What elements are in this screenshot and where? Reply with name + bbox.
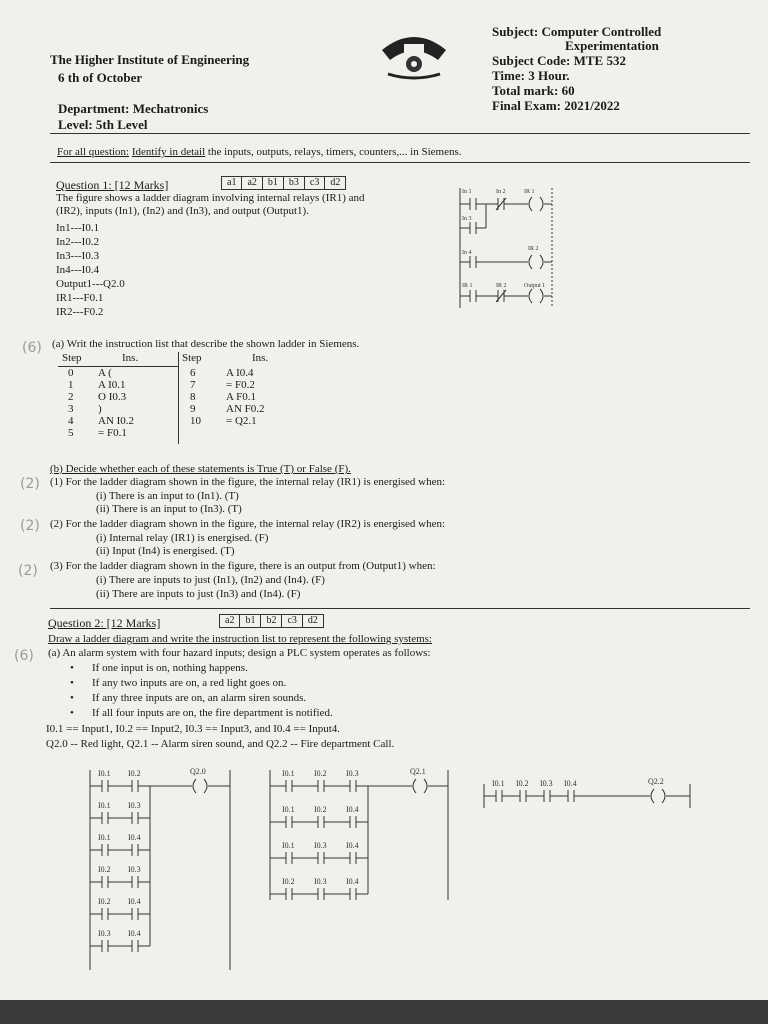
svg-text:In 1: In 1	[462, 189, 472, 195]
table-divider	[178, 352, 179, 444]
ladder-2-rung-1-contact-3-label: I0.3	[346, 769, 359, 778]
margin-mark-1: (6)	[22, 340, 42, 356]
ladder-3-rung-1-contact-4-label: I0.4	[564, 779, 577, 788]
ladder-2-rung-1-contact-2-label: I0.2	[314, 769, 327, 778]
q1-part-a: (a) Writ the instruction list that describe the shown ladder in Siemens.	[52, 338, 360, 350]
ladder-1-rung-6-contact-2-label: I0.4	[128, 929, 141, 938]
svg-text:IR 1: IR 1	[524, 189, 535, 195]
col-step-left: Step	[62, 352, 82, 364]
ladder-2-rung-2-contact-3-label: I0.4	[346, 805, 359, 814]
q1-part-b: (b) Decide whether each of these statements is True (T) or False (F).	[50, 463, 351, 475]
q2-outcome-tags: a2 b1 b2 c3 d2	[220, 614, 324, 628]
q1-outcome-tags: a1 a2 b1 b3 c3 d2	[222, 176, 346, 190]
col-step-right: Step	[182, 352, 202, 364]
margin-mark-3: (2)	[20, 518, 40, 534]
exam-time: Time: 3 Hour.	[492, 68, 570, 83]
q2-title: Question 2: [12 Marks]	[48, 616, 161, 630]
ladder-1-rung-3-contact-2-label: I0.4	[128, 833, 141, 842]
q2-output-map: Q2.0 -- Red light, Q2.1 -- Alarm siren sound, and Q2.2 -- Fire department Call.	[46, 738, 395, 750]
ladder-1-rung-2-contact-1-label: I0.1	[98, 801, 111, 810]
svg-text:IR 1: IR 1	[462, 283, 473, 289]
q1-b2-ii: (ii) Input (In4) is energised. (T)	[96, 545, 235, 557]
q1-ladder-diagram	[452, 184, 572, 314]
q1-io-map: In1---I0.1 In2---I0.2 In3---I0.3 In4---I0.4 Output1---Q2.0 IR1---F0.1 IR2---F0.2	[56, 222, 125, 318]
ladder-2-rung-3-contact-2-label: I0.3	[314, 841, 327, 850]
ladder-1-rung-2-contact-2-label: I0.3	[128, 801, 141, 810]
q2-instruction: Draw a ladder diagram and write the instruction list to represent the following systems:	[48, 633, 432, 645]
level: Level: 5th Level	[58, 117, 148, 132]
department: Department: Mechatronics	[58, 101, 209, 116]
q1-b1: (1) For the ladder diagram shown in the figure, the internal relay (IR1) is energised when:	[50, 476, 446, 488]
ladder-2-rung-4-contact-3-label: I0.4	[346, 877, 359, 886]
q1-desc-2: (IR2), inputs (In1), (In2) and (In3), and output (Output1).	[56, 205, 309, 217]
q1-b1-ii: (ii) There is an input to (In3). (T)	[96, 503, 242, 515]
ladder-2-coil-label: Q2.1	[410, 767, 426, 776]
q1-b2-i: (i) Internal relay (IR1) is energised. (F)	[96, 532, 269, 544]
ladder-1-coil-right-arc	[204, 779, 207, 793]
ladder-1-rung-5-contact-1-label: I0.2	[98, 897, 111, 906]
q1-b3-i: (i) There are inputs to just (In1), (In2) and (In4). (F)	[96, 574, 325, 586]
margin-mark-5: (6)	[14, 648, 34, 664]
instruction-rule	[50, 162, 750, 163]
ladder-1-rung-1-contact-2-label: I0.2	[128, 769, 141, 778]
institute-logo	[378, 30, 450, 82]
margin-mark-2: (2)	[20, 476, 40, 492]
ladder-3-coil-left-arc	[651, 789, 654, 803]
svg-text:In 3: In 3	[462, 216, 472, 222]
svg-text:Output 1: Output 1	[524, 283, 546, 289]
q2-part-a: (a) An alarm system with four hazard inputs; design a PLC system operates as follows:	[48, 647, 431, 659]
q1-b3-ii: (ii) There are inputs to just (In3) and (In4). (F)	[96, 588, 301, 600]
svg-text:IR 2: IR 2	[496, 283, 507, 289]
subject-cont: Experimentation	[565, 38, 659, 53]
subject-line: Subject: Computer Controlled	[492, 24, 662, 39]
ladder-1-rung-6-contact-1-label: I0.3	[98, 929, 111, 938]
general-instruction: For all question: Identify in detail the inputs, outputs, relays, timers, counters,... in Siemens.	[57, 146, 462, 158]
q1-b1-i: (i) There is an input to (In1). (T)	[96, 490, 239, 502]
ladder-2-coil-left-arc	[413, 779, 416, 793]
q2-ladder-diagrams	[0, 760, 768, 1000]
ladder-2-rung-1-contact-1-label: I0.1	[282, 769, 295, 778]
svg-text:In 2: In 2	[496, 189, 506, 195]
ladder-2-rung-4-contact-2-label: I0.3	[314, 877, 327, 886]
header-rule	[50, 133, 750, 134]
q2-bullets: • If one input is on, nothing happens. • If any two inputs are on, a red light goes on. • If any three inputs are on, an alarm siren sounds. • If all four inputs are on, the fire department is notified.	[70, 662, 333, 719]
ladder-3-rung-1-contact-3-label: I0.3	[540, 779, 553, 788]
ladder-1-rung-3-contact-1-label: I0.1	[98, 833, 111, 842]
svg-text:In 4: In 4	[462, 250, 472, 256]
ladder-1-coil-label: Q2.0	[190, 767, 206, 776]
ladder-2-rung-4-contact-1-label: I0.2	[282, 877, 295, 886]
ladder-3-coil-label: Q2.2	[648, 777, 664, 786]
q1-desc-1: The figure shows a ladder diagram involving internal relays (IR1) and	[56, 192, 365, 204]
ladder-1-rung-4-contact-2-label: I0.3	[128, 865, 141, 874]
ladder-1-rung-5-contact-2-label: I0.4	[128, 897, 141, 906]
svg-text:IR 2: IR 2	[528, 246, 539, 252]
q2-input-map: I0.1 == Input1, I0.2 == Input2, I0.3 == Input3, and I0.4 == Input4.	[46, 723, 341, 735]
exam-year: Final Exam: 2021/2022	[492, 98, 620, 113]
ladder-3-coil-right-arc	[662, 789, 665, 803]
ladder-3-rung-1-contact-1-label: I0.1	[492, 779, 505, 788]
ladder-1-rung-4-contact-1-label: I0.2	[98, 865, 111, 874]
ladder-2-rung-3-contact-3-label: I0.4	[346, 841, 359, 850]
ladder-2-rung-2-contact-2-label: I0.2	[314, 805, 327, 814]
col-ins-left: Ins.	[122, 352, 139, 364]
ladder-2-coil-right-arc	[424, 779, 427, 793]
col-ins-right: Ins.	[252, 352, 269, 364]
margin-mark-4: (2)	[18, 563, 38, 579]
ladder-2-rung-3-contact-1-label: I0.1	[282, 841, 295, 850]
city-line: 6 th of October	[58, 70, 143, 85]
q1-title: Question 1: [12 Marks]	[56, 178, 169, 192]
q1-b2: (2) For the ladder diagram shown in the figure, the internal relay (IR2) is energised when:	[50, 518, 446, 530]
ladder-3-rung-1-contact-2-label: I0.2	[516, 779, 529, 788]
institute-name: The Higher Institute of Engineering	[50, 52, 250, 67]
ladder-2-rung-2-contact-1-label: I0.1	[282, 805, 295, 814]
instruction-list-left: 0 A ( 1 A I0.1 2 O I0.3 3 ) 4 AN I0.2 5 = F0.1	[68, 367, 135, 439]
ladder-1-coil-left-arc	[193, 779, 196, 793]
ladder-1-rung-1-contact-1-label: I0.1	[98, 769, 111, 778]
instruction-list-right: 6 A I0.4 7 = F0.2 8 A F0.1 9 AN F0.2 10 = Q2.1	[190, 367, 265, 427]
total-mark: Total mark: 60	[492, 83, 575, 98]
section-rule	[50, 608, 750, 609]
subject-code: Subject Code: MTE 532	[492, 53, 626, 68]
q1-b3: (3) For the ladder diagram shown in the figure, there is an output from (Output1) when:	[50, 560, 436, 572]
